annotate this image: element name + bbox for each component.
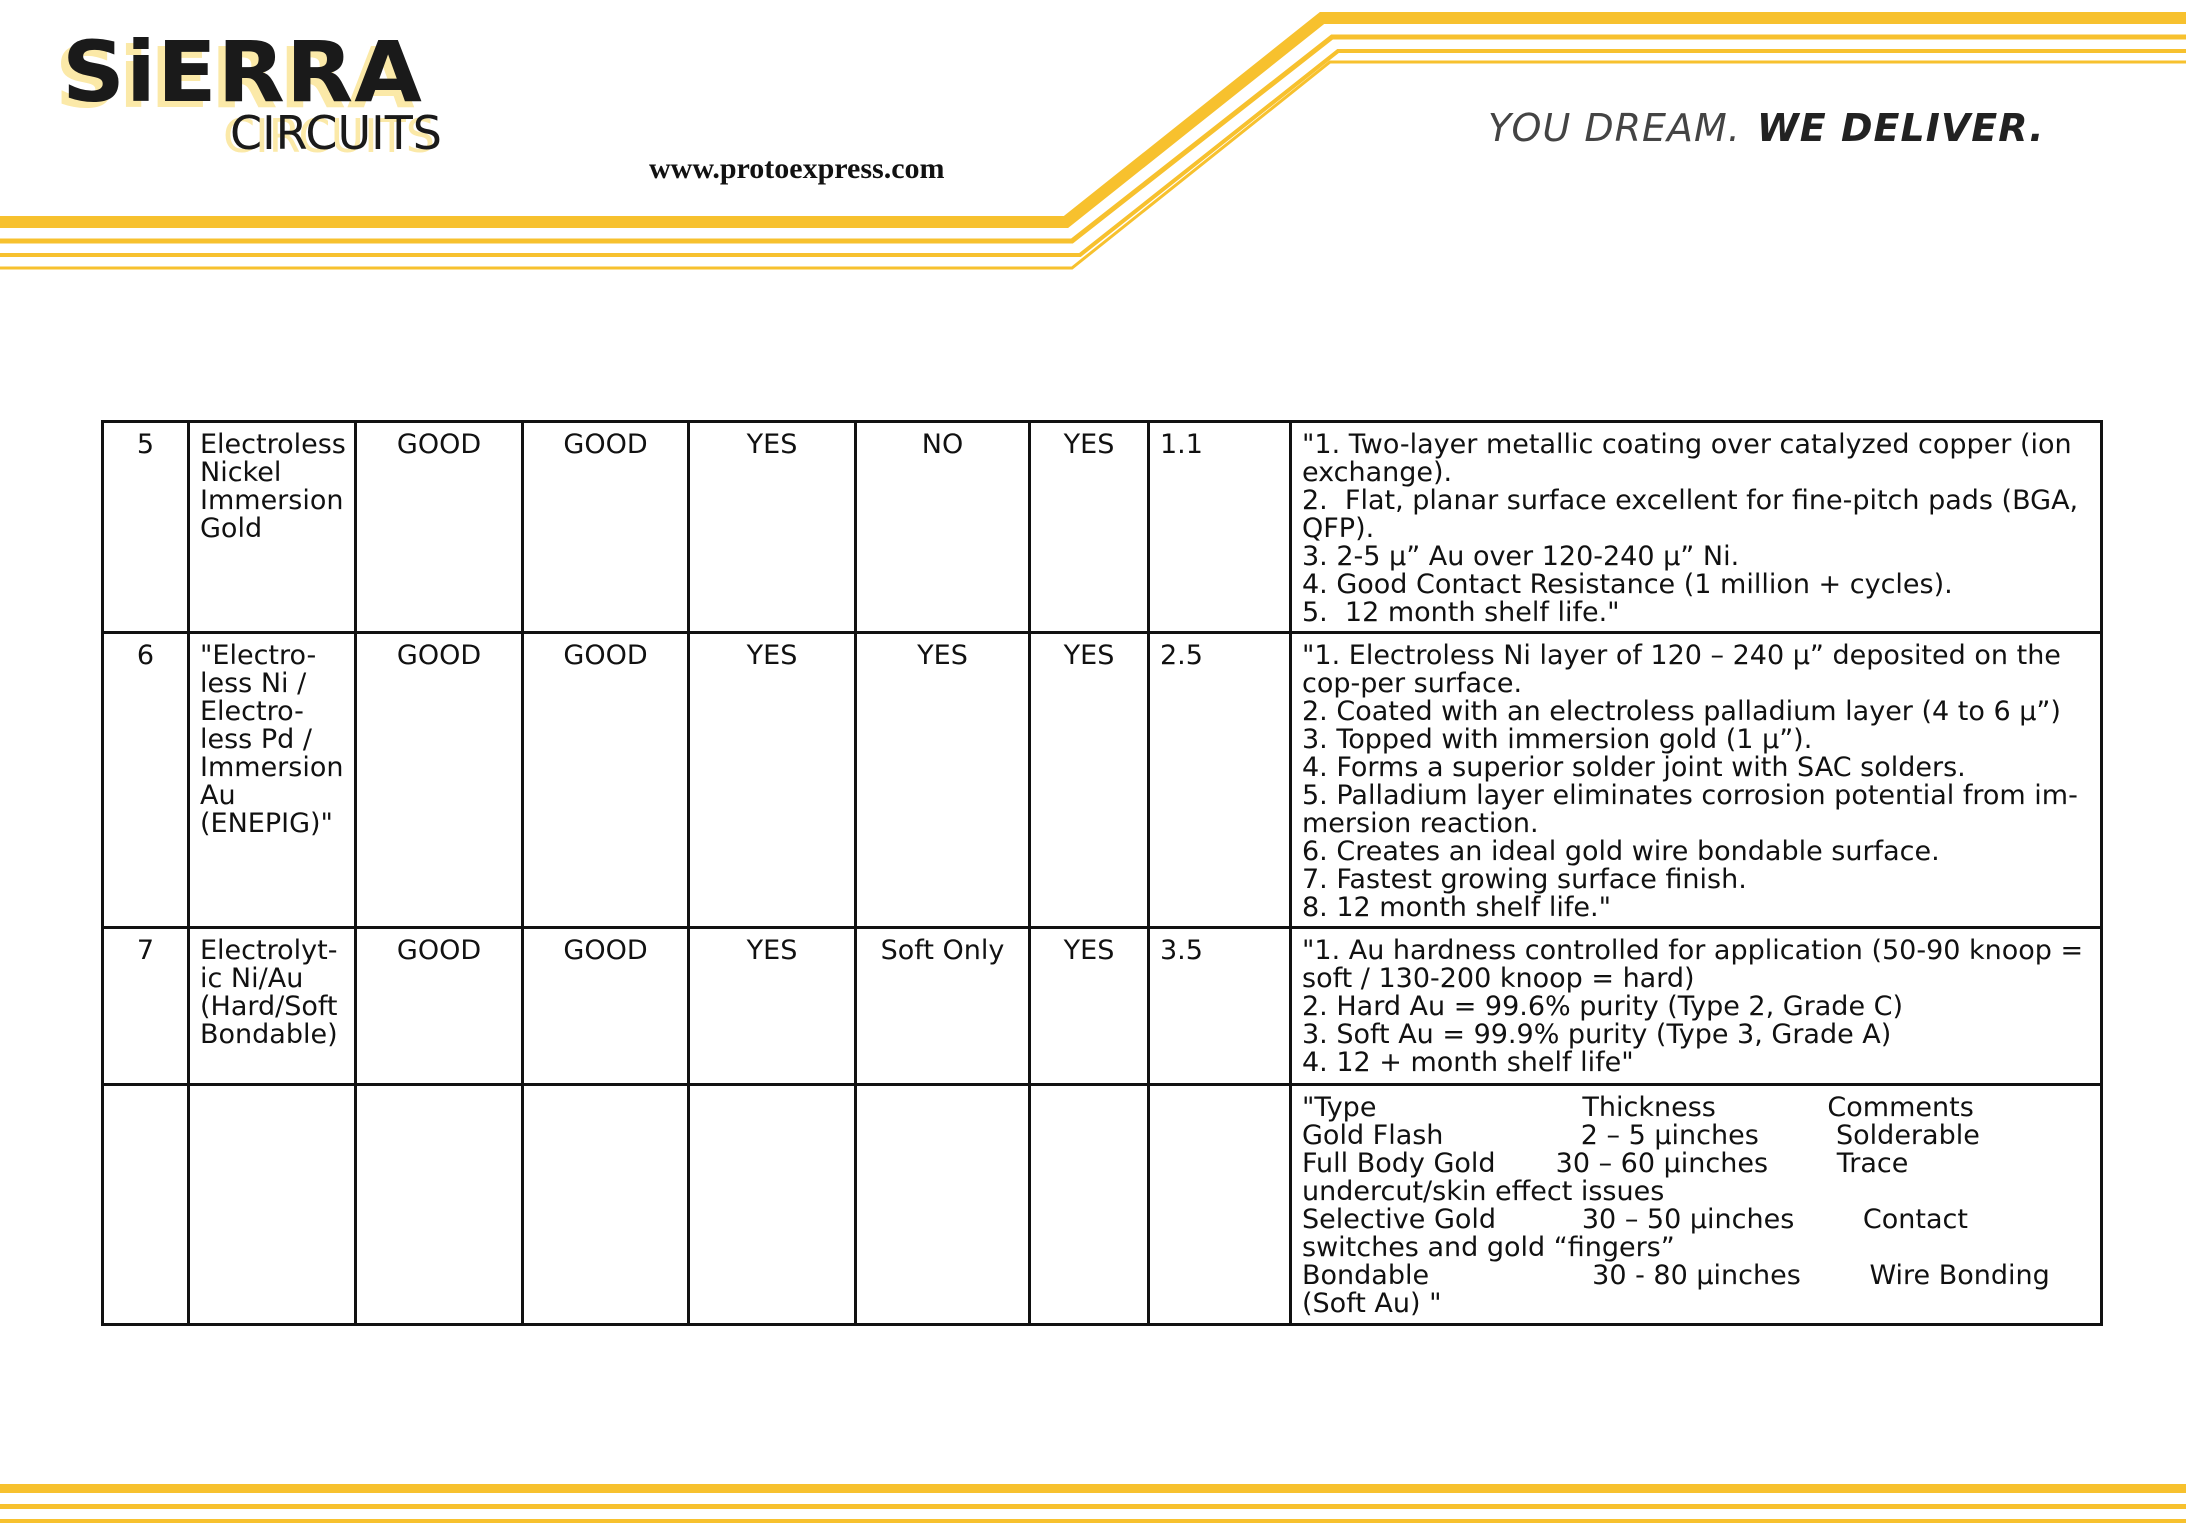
- cell-value: [856, 1085, 1030, 1325]
- tagline-light: YOU DREAM.: [1488, 106, 1741, 150]
- cell-value: [523, 1085, 689, 1325]
- cell-finish: [189, 1085, 356, 1325]
- cell-cost: 2.5: [1149, 633, 1291, 928]
- cell-value: GOOD: [523, 633, 689, 928]
- cell-value: YES: [689, 422, 856, 633]
- cell-value: GOOD: [356, 422, 523, 633]
- logo-wordmark: SiERRA: [62, 23, 423, 121]
- table-row: [103, 422, 2102, 633]
- cell-value: YES: [689, 928, 856, 1085]
- cell-value: GOOD: [523, 422, 689, 633]
- cell-value: GOOD: [523, 928, 689, 1085]
- website-url[interactable]: www.protoexpress.com: [649, 152, 945, 185]
- cell-value: YES: [1030, 633, 1149, 928]
- cell-finish: "Electro-less Ni / Electro-less Pd / Immersion Au (ENEPIG)": [189, 633, 356, 928]
- cell-number: 5: [103, 422, 189, 633]
- cell-notes: "1. Two-layer metallic coating over catalyzed copper (ion exchange). 2. Flat, planar surface excellent for fine-pitch pads (BGA, QFP). 3. 2-5 µ” Au over 120-240 µ” Ni. 4. Good Contact Resistance (1 million + cycles). 5. 12 month shelf life.": [1291, 422, 2102, 633]
- cell-value: [1030, 1085, 1149, 1325]
- cell-value: [689, 1085, 856, 1325]
- footer-stripe-2: [0, 1504, 2186, 1509]
- cell-value: YES: [1030, 928, 1149, 1085]
- sierra-circuits-logo: [62, 23, 482, 170]
- cell-value: Soft Only: [856, 928, 1030, 1085]
- cell-cost: [1149, 1085, 1291, 1325]
- tagline-bold: WE DELIVER.: [1756, 106, 2045, 150]
- cell-value: YES: [689, 633, 856, 928]
- cell-value: GOOD: [356, 633, 523, 928]
- cell-value: YES: [1030, 422, 1149, 633]
- cell-cost: 3.5: [1149, 928, 1291, 1085]
- table-row: [103, 633, 2102, 928]
- cell-notes: "Type Thickness Comments Gold Flash 2 – 5 µinches Solderable Full Body Gold 30 – 60 µinches Trace undercut/skin effect issues Selective Gold 30 – 50 µinches Contact switches and gold “fingers” Bondable 30 - 80 µinches Wire Bonding (Soft Au) ": [1291, 1085, 2102, 1325]
- cell-value: NO: [856, 422, 1030, 633]
- table-row: [103, 928, 2102, 1085]
- table-row: [103, 1085, 2102, 1325]
- cell-value: GOOD: [356, 928, 523, 1085]
- surface-finish-table: [101, 420, 2103, 1326]
- cell-cost: 1.1: [1149, 422, 1291, 633]
- cell-notes: "1. Au hardness controlled for application (50-90 knoop = soft / 130-200 knoop = hard) 2. Hard Au = 99.6% purity (Type 2, Grade C) 3. Soft Au = 99.9% purity (Type 3, Grade A) 4. 12 + month shelf life": [1291, 928, 2102, 1085]
- cell-value: [356, 1085, 523, 1325]
- footer-stripe-3: [0, 1519, 2186, 1523]
- cell-finish: Electrolyt-ic Ni/Au (Hard/Soft Bondable): [189, 928, 356, 1085]
- cell-notes: "1. Electroless Ni layer of 120 – 240 µ” deposited on the cop-per surface. 2. Coated with an electroless palladium layer (4 to 6 µ”) 3. Topped with immersion gold (1 µ”). 4. Forms a superior solder joint with SAC solders. 5. Palladium layer eliminates corrosion potential from im-mersion reaction. 6. Creates an ideal gold wire bondable surface. 7. Fastest growing surface finish. 8. 12 month shelf life.": [1291, 633, 2102, 928]
- cell-number: [103, 1085, 189, 1325]
- cell-number: 6: [103, 633, 189, 928]
- tagline: [1488, 106, 2045, 150]
- cell-number: 7: [103, 928, 189, 1085]
- cell-value: YES: [856, 633, 1030, 928]
- footer-stripe-1: [0, 1484, 2186, 1493]
- logo-subtitle: CIRCUITS: [230, 106, 443, 160]
- cell-finish: Electroless Nickel Immersion Gold: [189, 422, 356, 633]
